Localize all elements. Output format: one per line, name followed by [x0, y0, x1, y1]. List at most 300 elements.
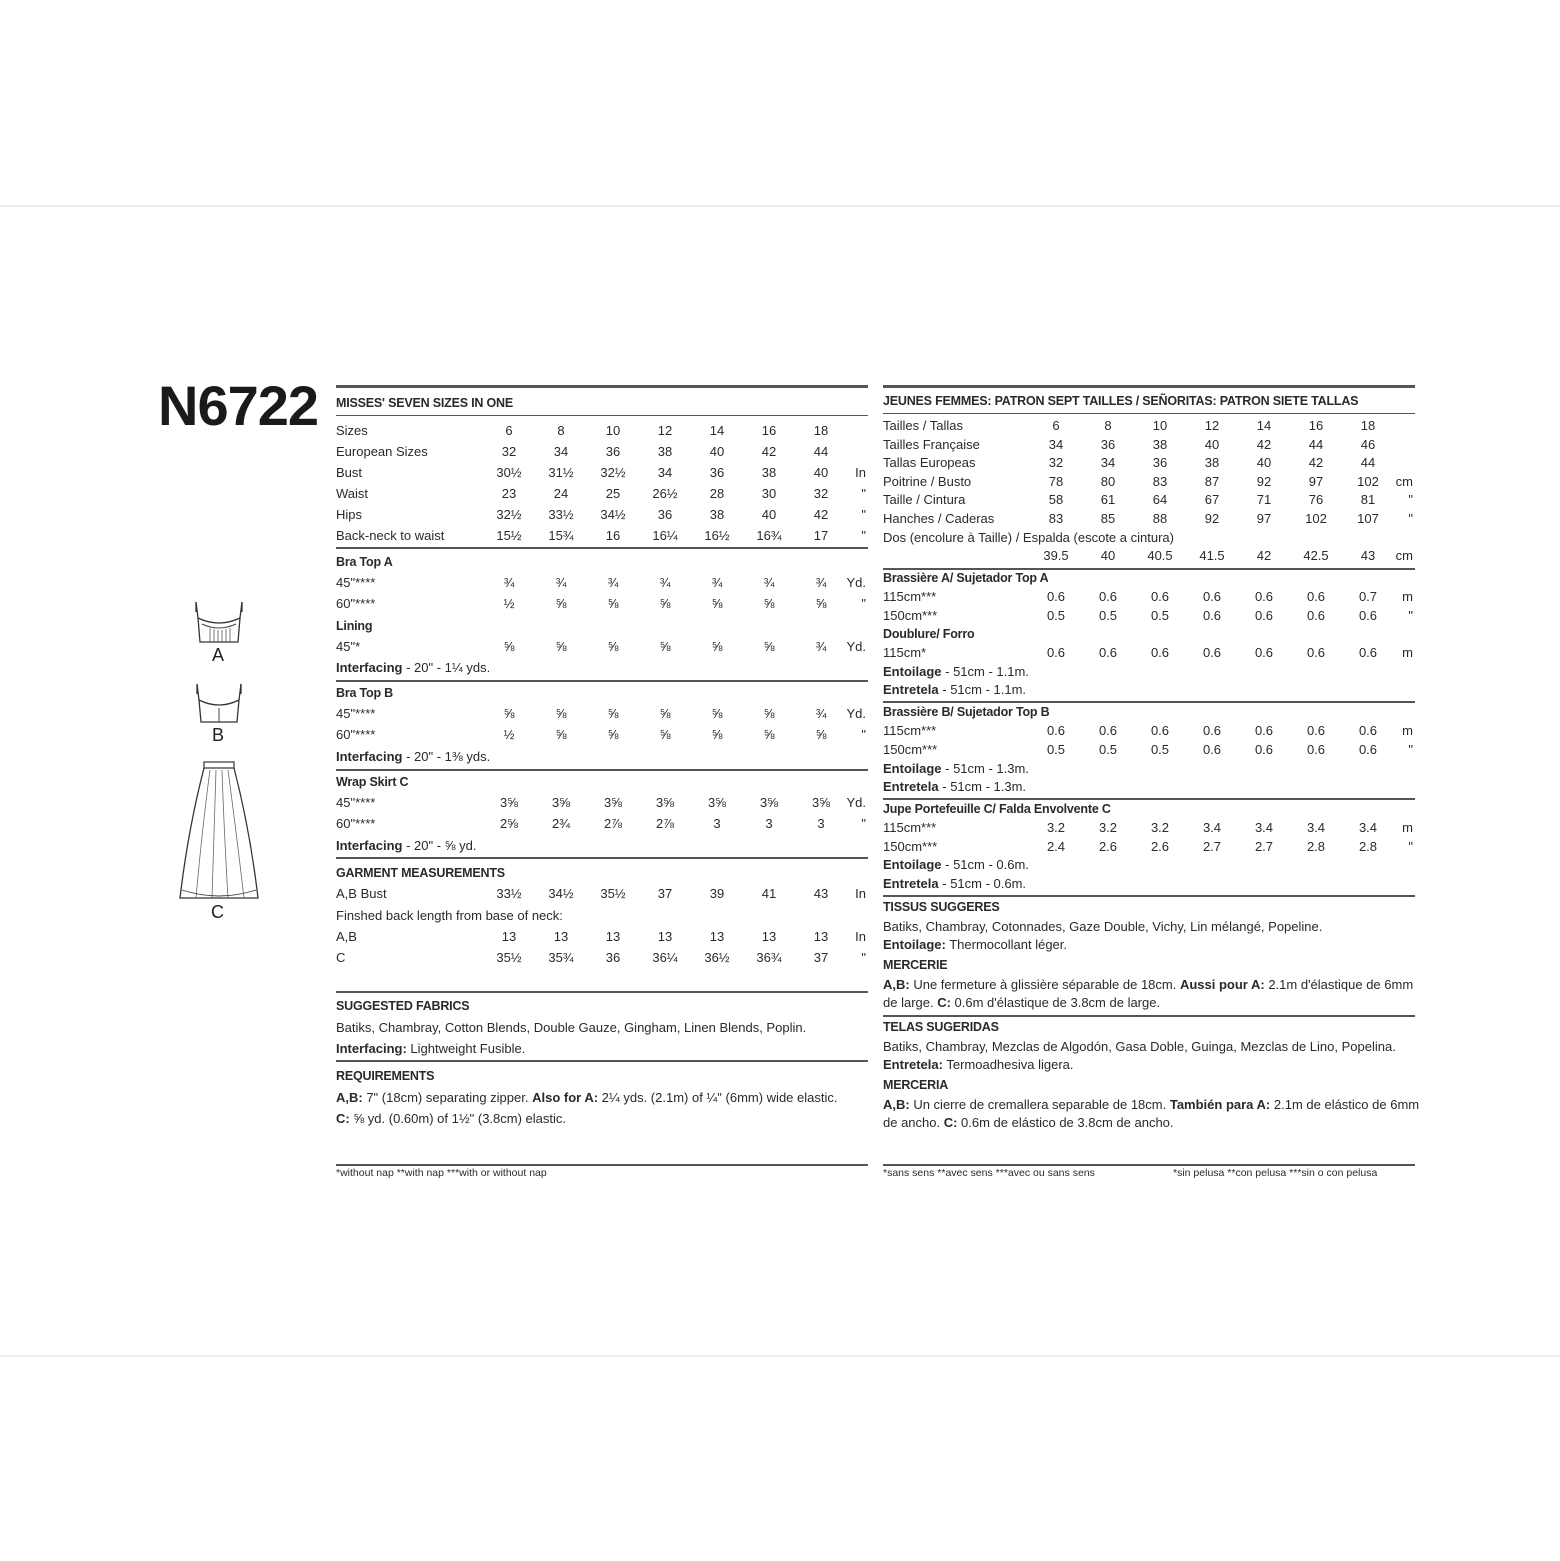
table-cell: 26½ [652, 486, 678, 501]
row-label: Tallas Europeas [883, 455, 976, 470]
ab-label: A,B: [883, 1097, 910, 1112]
table-cell: 0.5 [1150, 607, 1170, 623]
table-cell: 36 [657, 507, 673, 522]
row-label: Hips [336, 507, 363, 522]
table-cell: 34 [1048, 436, 1064, 452]
garment-measurements-heading: GARMENT MEASUREMENTS [336, 866, 505, 880]
table-cell: 2.8 [1306, 838, 1326, 854]
table-cell: 0.5 [1046, 607, 1066, 623]
table-cell: 0.6 [1046, 723, 1066, 738]
rule [883, 895, 1415, 897]
entretela-label: Entretela [883, 682, 939, 697]
table-cell: ⅝ [763, 706, 775, 721]
also-text: 2.1m d'élastique de 6mm [1264, 977, 1414, 992]
rule [336, 415, 868, 416]
requirements-ab [336, 1090, 837, 1105]
entretela-text: Termoadhesiva ligera. [942, 1057, 1074, 1072]
table-cell: ⅝ [607, 596, 619, 611]
table-cell: 13 [657, 929, 673, 944]
table-cell: 0.6 [1046, 645, 1066, 660]
rule [883, 1164, 1415, 1166]
table-cell: 42 [1256, 548, 1272, 563]
row-label: European Sizes [336, 444, 428, 459]
row-label: 115cm* [883, 645, 927, 660]
table-cell: 3⅝ [759, 795, 779, 810]
entoilage-a [883, 664, 1029, 679]
table-cell: 16 [1308, 418, 1324, 433]
table-cell: 39 [709, 886, 725, 901]
view-label-c: C [211, 902, 224, 922]
ab-text: 7" (18cm) separating zipper. [362, 1090, 533, 1105]
table-cell: ¾ [711, 575, 723, 590]
entoilage-text: - 51cm - 1.1m. [941, 664, 1029, 679]
table-cell: 13 [761, 929, 777, 944]
table-cell: 92 [1256, 473, 1272, 489]
entretela-label: Entretela [883, 876, 939, 891]
table-cell: 3.4 [1202, 820, 1222, 835]
rule-top [336, 385, 868, 388]
table-cell: 44 [1308, 436, 1324, 452]
c-label: C: [943, 1115, 958, 1130]
table-cell: 58 [1048, 492, 1064, 507]
interfacing-b [336, 749, 490, 764]
unit-label: m [1402, 820, 1413, 835]
table-cell: 36 [1152, 455, 1168, 470]
table-cell: 34 [1100, 455, 1116, 470]
table-cell: 0.6 [1150, 723, 1170, 738]
table-cell: 37 [813, 950, 829, 965]
table-cell: 13 [709, 929, 725, 944]
unit-label: In [855, 465, 866, 480]
entoilage-label: Entoilage [883, 857, 942, 872]
table-cell: ⅝ [659, 596, 671, 611]
table-cell: 14 [1256, 418, 1272, 433]
table-cell: 16¼ [652, 528, 678, 543]
row-label: 115cm*** [883, 723, 937, 738]
table-cell: 33½ [496, 886, 522, 901]
also-text: 2.1m de elástico de 6mm [1270, 1097, 1420, 1112]
table-cell: 41 [761, 886, 777, 901]
row-label: Bust [336, 465, 363, 480]
telas-text: Batiks, Chambray, Mezclas de Algodón, Gasa Doble, Guinga, Mezclas de Lino, Popelina. [883, 1039, 1396, 1054]
interfacing-text: - 20" - 1¼ yds. [402, 660, 491, 675]
table-cell: ⅝ [503, 706, 515, 721]
c-text: 0.6m de elástico de 3.8cm de ancho. [957, 1115, 1174, 1130]
table-cell: 76 [1308, 492, 1324, 507]
table-cell: ¾ [815, 575, 827, 590]
table-cell: ⅝ [815, 596, 827, 611]
interfacing-label: Interfacing [336, 749, 403, 764]
table-cell: 39.5 [1043, 548, 1069, 563]
table-cell: 0.5 [1046, 741, 1066, 757]
ab-text: Une fermeture à glissière séparable de 18cm. [909, 977, 1180, 992]
table-cell: 10 [1152, 418, 1168, 433]
row-label: 150cm*** [883, 838, 938, 854]
interfacing-label: Interfacing [336, 838, 403, 853]
footnote-fr: *sans sens **avec sens ***avec ou sans sens [883, 1167, 1095, 1179]
table-cell: 30 [761, 486, 777, 501]
table-cell: 10 [605, 423, 621, 438]
top-b-heading: Brassière B/ Sujetador Top B [883, 705, 1050, 719]
table-cell: 16½ [704, 528, 730, 543]
row-label: 45"* [336, 639, 361, 654]
table-cell: 3.2 [1150, 820, 1170, 835]
table-cell: 36 [1100, 436, 1116, 452]
table-cell: 14 [709, 423, 725, 438]
unit-label: m [1402, 723, 1413, 738]
top-a-heading: Brassière A/ Sujetador Top A [883, 571, 1049, 585]
table-cell: 0.6 [1254, 589, 1274, 604]
bra-top-b-heading: Bra Top B [336, 686, 393, 700]
table-cell: 8 [557, 423, 565, 438]
row-label: 60"**** [336, 816, 376, 831]
table-cell: 3⅝ [707, 795, 727, 810]
table-cell: ⅝ [711, 639, 723, 654]
table-cell: ¾ [503, 575, 515, 590]
table-cell: 2.7 [1254, 838, 1274, 854]
row-label: 60"**** [336, 727, 376, 742]
rule [336, 1060, 868, 1062]
unit-label: m [1402, 589, 1413, 604]
bra-top-b-illustration [190, 680, 248, 728]
table-cell: ¾ [659, 575, 671, 590]
table-cell: 64 [1152, 492, 1168, 507]
c-text: ⅝ yd. (0.60m) of 1½" (3.8cm) elastic. [349, 1111, 567, 1126]
table-cell: 24 [553, 486, 569, 501]
table-cell: 3 [817, 816, 825, 831]
entretela-b [883, 779, 1026, 794]
table-cell: 102 [1305, 510, 1327, 526]
table-cell: ⅝ [555, 639, 567, 654]
table-cell: 0.6 [1254, 607, 1274, 623]
rule [336, 680, 868, 682]
table-cell: 88 [1152, 510, 1168, 526]
suggested-fabrics-text: Batiks, Chambray, Cotton Blends, Double Gauze, Gingham, Linen Blends, Poplin. [336, 1020, 807, 1035]
bra-top-a-illustration [188, 598, 250, 646]
table-cell: ⅝ [659, 639, 671, 654]
table-cell: 3 [713, 816, 721, 831]
table-cell: ⅝ [659, 727, 671, 742]
table-cell: 40 [813, 465, 829, 480]
table-cell: 15¾ [548, 528, 574, 543]
table-cell: ⅝ [815, 727, 827, 742]
suggested-fabrics-heading: SUGGESTED FABRICS [336, 999, 470, 1013]
table-cell: 13 [813, 929, 829, 944]
table-cell: ⅝ [659, 706, 671, 721]
entoilage-text: - 51cm - 0.6m. [941, 857, 1029, 872]
table-cell: 92 [1204, 510, 1220, 526]
table-cell: 2.6 [1098, 838, 1118, 854]
table-cell: 36 [605, 444, 621, 459]
french-spanish-instructions [883, 385, 1420, 1185]
table-cell: 3.2 [1098, 820, 1118, 835]
row-label: 45"**** [336, 575, 376, 590]
table-cell: 3.4 [1254, 820, 1274, 835]
unit-label: cm [1395, 473, 1413, 489]
row-label: Hanches / Caderas [883, 510, 995, 526]
table-cell: 16¾ [756, 528, 782, 543]
table-cell: 12 [657, 423, 673, 438]
table-cell: 0.6 [1306, 589, 1326, 604]
table-cell: 38 [1204, 455, 1220, 470]
unit-label: Yd. [846, 795, 866, 810]
english-title: MISSES' SEVEN SIZES IN ONE [336, 396, 513, 410]
table-cell: 8 [1104, 418, 1112, 433]
table-cell: 3⅝ [603, 795, 623, 810]
table-cell: 36½ [704, 950, 730, 965]
table-cell: 40 [1256, 455, 1272, 470]
table-cell: 17 [813, 528, 829, 543]
table-cell: 0.6 [1046, 589, 1066, 604]
table-cell: 2.8 [1358, 838, 1378, 854]
back-length-label: Dos (encolure à Taille) / Espalda (escote a cintura) [883, 530, 1174, 545]
table-cell: ⅝ [607, 727, 619, 742]
rule [336, 547, 868, 549]
merceria-heading: MERCERIA [883, 1078, 949, 1092]
unit-label: " [861, 486, 866, 501]
tissus-entoilage [883, 937, 1067, 952]
row-label: A,B [336, 929, 357, 944]
row-label: 150cm*** [883, 741, 938, 757]
table-cell: ⅝ [607, 706, 619, 721]
table-cell: 33½ [548, 507, 574, 522]
footnote: *without nap **with nap ***with or without nap [336, 1167, 547, 1179]
unit-label: Yd. [846, 639, 866, 654]
doublure-heading: Doublure/ Forro [883, 627, 975, 641]
table-cell: 37 [657, 886, 673, 901]
lining-heading: Lining [336, 619, 373, 633]
table-cell: 102 [1357, 473, 1379, 489]
unit-label: Yd. [846, 706, 866, 721]
table-cell: 46 [1360, 436, 1376, 452]
table-cell: 0.7 [1358, 589, 1378, 604]
table-cell: 32½ [496, 507, 522, 522]
table-cell: 36¼ [652, 950, 678, 965]
interfacing-text: - 20" - 1⅜ yds. [402, 749, 491, 764]
merceria-c [883, 1115, 1174, 1130]
row-label: C [336, 950, 346, 965]
table-cell: 83 [1152, 473, 1168, 489]
table-cell: 0.6 [1306, 723, 1326, 738]
back-length-label: Finshed back length from base of neck: [336, 908, 563, 923]
table-cell: 71 [1256, 492, 1272, 507]
interfacing-text: Lightweight Fusible. [406, 1041, 526, 1056]
english-instructions [336, 385, 868, 1185]
table-cell: 2⅝ [499, 816, 519, 831]
table-cell: 2⅞ [655, 816, 675, 831]
rule [336, 991, 868, 993]
row-label: 150cm*** [883, 607, 938, 623]
table-cell: 2¾ [551, 816, 571, 831]
unit-label: " [861, 507, 866, 522]
fabric-interfacing [336, 1041, 525, 1056]
footnote-es: *sin pelusa **con pelusa ***sin o con pelusa [1173, 1167, 1378, 1179]
table-cell: 43 [1360, 548, 1376, 563]
unit-label: cm [1395, 548, 1413, 563]
table-cell: 44 [813, 444, 829, 459]
interfacing-text: - 20" - ⅝ yd. [402, 838, 477, 853]
also-label: También para A: [1169, 1097, 1271, 1112]
table-cell: 2.7 [1202, 838, 1222, 854]
rule [336, 1164, 868, 1166]
table-cell: 32 [813, 486, 829, 501]
table-cell: ⅝ [711, 596, 723, 611]
mercerie-c [883, 995, 1160, 1010]
unit-label: " [1408, 607, 1413, 623]
table-cell: 3 [765, 816, 773, 831]
table-cell: 0.6 [1358, 741, 1378, 757]
table-cell: 81 [1360, 492, 1376, 507]
unit-label: m [1402, 645, 1413, 660]
table-cell: 42 [1256, 436, 1272, 452]
table-cell: ¾ [555, 575, 567, 590]
table-cell: 35½ [496, 950, 522, 965]
table-cell: 32 [1048, 455, 1064, 470]
row-label: 60"**** [336, 596, 376, 611]
table-cell: 43 [813, 886, 829, 901]
entoilage-label: Entoilage [883, 761, 942, 776]
french-spanish-title: JEUNES FEMMES: PATRON SEPT TAILLES / SEÑORITAS: PATRON SIETE TALLAS [883, 394, 1359, 408]
unit-label: " [861, 596, 866, 611]
table-cell: ⅝ [555, 706, 567, 721]
entoilage-text: Thermocollant léger. [945, 937, 1068, 952]
unit-label: " [861, 950, 866, 965]
table-cell: 87 [1204, 473, 1220, 489]
table-cell: 6 [1052, 418, 1060, 433]
table-cell: 0.6 [1202, 723, 1222, 738]
tissus-heading: TISSUS SUGGERES [883, 900, 1000, 914]
table-cell: 61 [1100, 492, 1116, 507]
table-cell: ⅝ [555, 727, 567, 742]
table-cell: 3⅝ [551, 795, 571, 810]
table-cell: ½ [503, 727, 515, 742]
entretela-text: - 51cm - 1.1m. [938, 682, 1027, 697]
table-cell: 2⅞ [603, 816, 623, 831]
table-cell: 78 [1048, 473, 1064, 489]
table-cell: 0.6 [1254, 741, 1274, 757]
table-cell: ⅝ [607, 639, 619, 654]
unit-label: " [1408, 838, 1413, 854]
table-cell: 16 [761, 423, 777, 438]
also-label: Aussi pour A: [1179, 977, 1265, 992]
entretela-label: Entretela: [883, 1057, 943, 1072]
table-cell: 38 [657, 444, 673, 459]
skirt-c-heading: Jupe Portefeuille C/ Falda Envolvente C [883, 802, 1111, 816]
table-cell: 38 [709, 507, 725, 522]
entretela-text: - 51cm - 1.3m. [938, 779, 1027, 794]
table-cell: 40.5 [1147, 548, 1173, 563]
c-text: 0.6m d'élastique de 3.8cm de large. [950, 995, 1161, 1010]
row-label: Back-neck to waist [336, 528, 445, 543]
entoilage-label: Entoilage: [883, 937, 946, 952]
top-divider [0, 205, 1560, 207]
unit-label: " [861, 816, 866, 831]
table-cell: 0.6 [1098, 723, 1118, 738]
table-cell: 0.6 [1306, 645, 1326, 660]
table-cell: 25 [605, 486, 621, 501]
table-cell: ¾ [815, 706, 827, 721]
table-cell: 0.6 [1202, 645, 1222, 660]
c-label: C: [937, 995, 951, 1010]
table-cell: 0.6 [1202, 741, 1222, 757]
table-cell: 35½ [600, 886, 626, 901]
table-cell: ¾ [815, 639, 827, 654]
table-cell: ½ [503, 596, 515, 611]
unit-label: " [861, 727, 866, 742]
unit-label: " [1408, 741, 1413, 757]
table-cell: 42 [761, 444, 777, 459]
rule [883, 568, 1415, 570]
table-cell: 0.6 [1150, 589, 1170, 604]
also-text: 2¼ yds. (2.1m) of ¼" (6mm) wide elastic. [598, 1090, 838, 1105]
table-cell: 67 [1204, 492, 1220, 507]
table-cell: 13 [605, 929, 621, 944]
table-cell: 0.6 [1358, 723, 1378, 738]
table-cell: ⅝ [763, 639, 775, 654]
table-cell: ⅝ [763, 727, 775, 742]
mercerie-heading: MERCERIE [883, 958, 948, 972]
row-label: 115cm*** [883, 820, 937, 835]
unit-label: " [861, 528, 866, 543]
interfacing-label: Interfacing: [336, 1041, 407, 1056]
table-cell: 0.6 [1306, 607, 1326, 623]
table-cell: 28 [709, 486, 725, 501]
table-cell: ⅝ [763, 596, 775, 611]
table-cell: 107 [1357, 510, 1379, 526]
rule [336, 769, 868, 771]
table-cell: 32½ [600, 465, 626, 480]
table-cell: 0.6 [1254, 645, 1274, 660]
ab-label: A,B: [883, 977, 910, 992]
view-label-a: A [212, 645, 225, 665]
line2-text: de ancho. [883, 1115, 944, 1130]
ab-text: Un cierre de cremallera separable de 18cm. [909, 1097, 1170, 1112]
row-label: Poitrine / Busto [883, 473, 972, 489]
table-cell: 31½ [548, 465, 574, 480]
rule [883, 701, 1415, 703]
table-cell: 42 [1308, 455, 1324, 470]
line2-text: de large. [883, 995, 938, 1010]
telas-entretela [883, 1057, 1074, 1072]
table-cell: 97 [1256, 510, 1272, 526]
table-cell: 0.6 [1098, 589, 1118, 604]
entretela-text: - 51cm - 0.6m. [938, 876, 1027, 891]
table-cell: 0.6 [1098, 645, 1118, 660]
table-cell: 36 [709, 465, 725, 480]
table-cell: 40 [709, 444, 725, 459]
row-label: A,B Bust [336, 886, 387, 901]
table-cell: ⅝ [555, 596, 567, 611]
table-cell: 0.6 [1358, 645, 1378, 660]
table-cell: 40 [1204, 436, 1220, 452]
unit-label: In [855, 886, 866, 901]
table-cell: 35¾ [548, 950, 574, 965]
table-cell: 40 [1100, 548, 1116, 563]
bra-top-a-heading: Bra Top A [336, 555, 393, 569]
table-cell: ¾ [607, 575, 619, 590]
table-cell: 2.4 [1046, 838, 1066, 854]
also-label: Also for A: [532, 1090, 599, 1105]
table-cell: ⅝ [711, 727, 723, 742]
table-cell: ¾ [763, 575, 775, 590]
table-cell: 0.6 [1202, 589, 1222, 604]
rule [883, 413, 1415, 414]
table-cell: 23 [501, 486, 517, 501]
table-cell: 3⅝ [811, 795, 831, 810]
table-cell: 0.6 [1306, 741, 1326, 757]
table-cell: 36¾ [756, 950, 782, 965]
table-cell: 0.5 [1098, 741, 1118, 757]
